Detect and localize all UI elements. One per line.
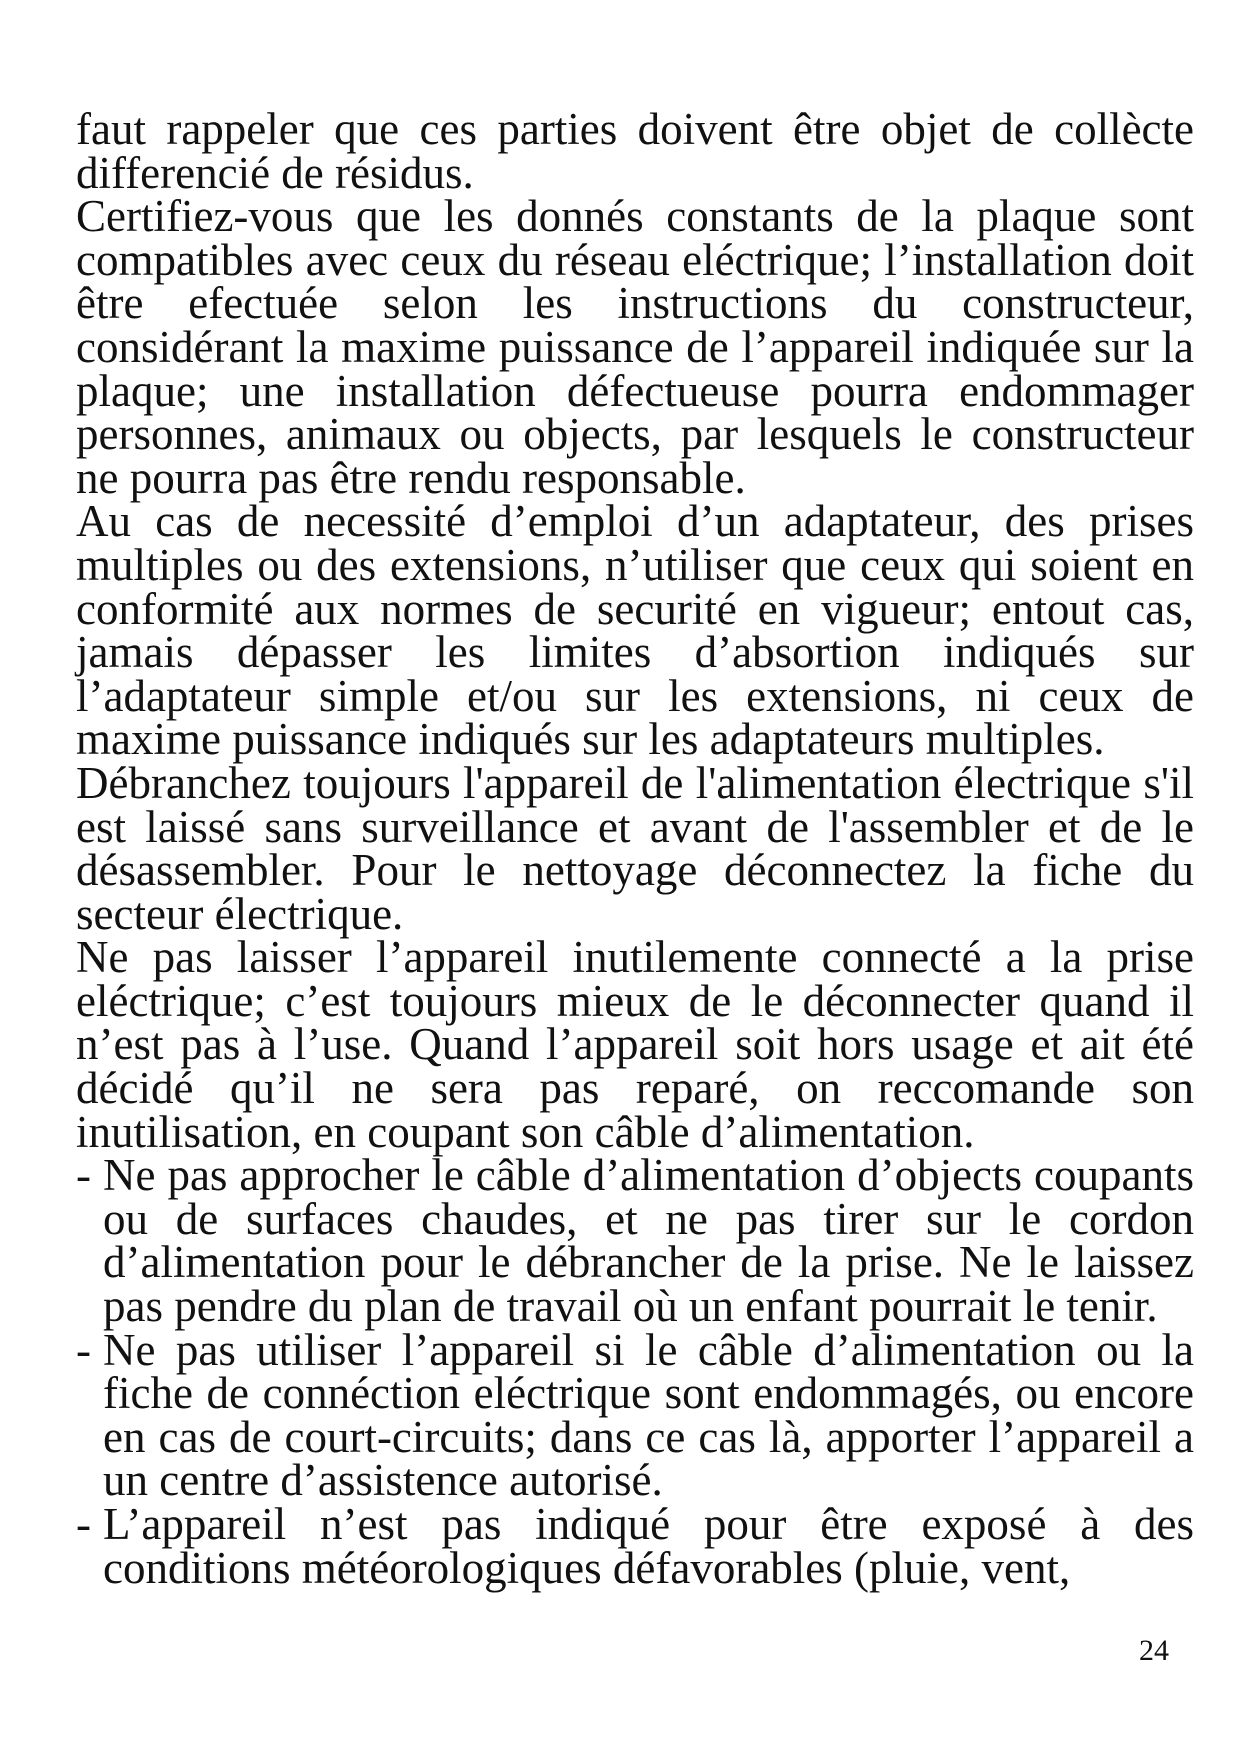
- bullet-item-damaged: [76, 1324, 1194, 1506]
- paragraph-installation: Certifiez-vous que les donnés constants de la plaque sont compatibles avec ceux du réseau eléctrique; l’installation doit être efectuée selon les instructions du constructeur, considérant la maxime puissance de l’appareil indiquée sur la plaque; une installation défectueuse pourra endommager personnes, animaux ou objects, par lesquels le constructeur ne pourra pas être rendu responsable.: [76, 191, 1194, 503]
- paragraph-adapters: Au cas de necessité d’emploi d’un adaptateur, des prises multiples ou des extensions, n’utiliser que ceux qui soient en conformité aux normes de securité en vigueur; entout cas, jamais dépasser les limites d’absortion indiqués sur l’adaptateur simple et/ou sur les extensions, ni ceux de maxime puissance indiqués sur les adaptateurs multiples.: [76, 496, 1194, 765]
- paragraph-unplug: Débranchez toujours l'appareil de l'alimentation électrique s'il est laissé sans surveillance et avant de l'assembler et de le désassembler. Pour le nettoyage déconnectez la fiche du secteur électrique.: [76, 757, 1194, 939]
- bullet-text: Ne pas utiliser l’appareil si le câble d’alimentation ou la fiche de connéction eléctrique sont endommagés, ou encore en cas de court-circuits; dans ce cas là, apporter l’appareil a un centre d’assistence autorisé.: [103, 1324, 1194, 1506]
- bullet-item-cable: [76, 1150, 1194, 1332]
- body-text: [76, 104, 1194, 1593]
- bullet-marker: -: [76, 1499, 91, 1549]
- bullet-item-weather: [76, 1499, 1194, 1593]
- page-number: 24: [1139, 1634, 1169, 1667]
- bullet-text: L’appareil n’est pas indiqué pour être exposé à des conditions météorologiques défavorables (pluie, vent,: [103, 1499, 1194, 1593]
- bullet-marker: -: [76, 1324, 91, 1375]
- paragraph-disconnect: Ne pas laisser l’appareil inutilemente connecté a la prise eléctrique; c’est toujours mieux de le déconnecter quand il n’est pas à l’use. Quand l’appareil soit hors usage et ait été décidé qu’il ne sera pas reparé, on reccomande son inutilisation, en coupant son câble d’alimentation.: [76, 932, 1194, 1157]
- paragraph-disposal: faut rappeler que ces parties doivent être objet de collècte differencié de résidus.: [76, 104, 1194, 198]
- bullet-text: Ne pas approcher le câble d’alimentation d’objects coupants ou de surfaces chaudes, et ne pas tirer sur le cordon d’alimentation pour le débrancher de la prise. Ne le laissez pas pendre du plan de travail où un enfant pourrait le tenir.: [103, 1150, 1194, 1332]
- bullet-marker: -: [76, 1150, 91, 1201]
